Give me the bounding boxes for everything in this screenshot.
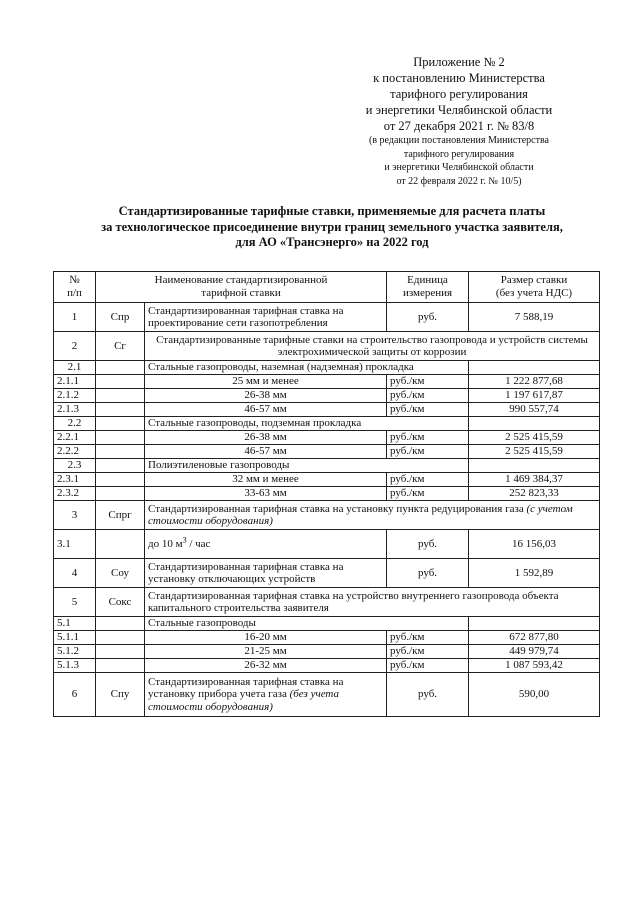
empty-cell: [96, 403, 145, 417]
appendix-header: [330, 54, 588, 188]
row-name: Полиэтиленовые газопроводы: [145, 459, 469, 473]
row-num: 2.1: [54, 361, 96, 375]
row-num: 3.1: [54, 530, 96, 559]
table-row: [54, 431, 600, 445]
row-num: 2.2: [54, 417, 96, 431]
row-name: Стальные газопроводы, наземная (надземная) прокладка: [145, 361, 469, 375]
row-value: 252 823,33: [469, 487, 600, 501]
table-row: [54, 617, 600, 631]
row-name: Стандартизированная тарифная ставка на установку отключающих устройств: [145, 559, 387, 588]
empty-cell: [96, 459, 145, 473]
table-row: [54, 588, 600, 617]
row-name: 26-32 мм: [145, 659, 387, 673]
row-name: до 10 м: [148, 537, 183, 550]
empty-cell: [469, 417, 600, 431]
row-name: Стандартизированная тарифная ставка на установку прибора учета газа: [148, 675, 344, 701]
header-num: [54, 272, 96, 303]
row-name: 26-38 мм: [145, 389, 387, 403]
header-unit: [387, 272, 469, 303]
row-num: 1: [54, 303, 96, 332]
row-value: 1 222 877,68: [469, 375, 600, 389]
row-num: 2.3: [54, 459, 96, 473]
row-code: Спу: [96, 673, 145, 717]
row-name-cell: [145, 501, 600, 530]
row-name: 16-20 мм: [145, 631, 387, 645]
empty-cell: [96, 445, 145, 459]
row-num: 2.3.1: [54, 473, 96, 487]
table-row: [54, 501, 600, 530]
row-name: Стандартизированная тарифная ставка на устройство внутреннего газопровода объекта капитального строительства заявителя: [145, 588, 600, 617]
row-name-sup: 3: [182, 535, 187, 545]
row-name: Стальные газопроводы, подземная прокладка: [145, 417, 469, 431]
row-num: 5.1: [54, 617, 96, 631]
row-unit: руб./км: [387, 631, 469, 645]
row-num: 5: [54, 588, 96, 617]
row-name: 46-57 мм: [145, 445, 387, 459]
empty-cell: [96, 617, 145, 631]
table-row: [54, 487, 600, 501]
row-name-cell: [145, 673, 387, 717]
row-name-italic: (без учета стоимости оборудования): [148, 688, 340, 713]
row-name: Стандартизированные тарифные ставки на строительство газопровода и устройств системы электрохимической защиты от коррозии: [145, 332, 600, 361]
table-row: [54, 459, 600, 473]
appendix-line: от 27 декабря 2021 г. № 83/8: [383, 119, 535, 133]
empty-cell: [96, 659, 145, 673]
table-row: [54, 403, 600, 417]
row-value: 1 087 593,42: [469, 659, 600, 673]
header-unit-text: Единица измерения: [402, 273, 453, 299]
appendix-line: и энергетики Челябинской области: [365, 103, 553, 117]
row-name: 21-25 мм: [145, 645, 387, 659]
row-value: 7 588,19: [469, 303, 600, 332]
table-row: [54, 417, 600, 431]
table-row: [54, 473, 600, 487]
row-name-cell: [145, 530, 387, 559]
table-row: [54, 659, 600, 673]
table-row: [54, 530, 600, 559]
row-value: 1 197 617,87: [469, 389, 600, 403]
empty-cell: [96, 375, 145, 389]
row-value: 2 525 415,59: [469, 445, 600, 459]
empty-cell: [469, 617, 600, 631]
row-num: 2.2.2: [54, 445, 96, 459]
row-value: 672 877,80: [469, 631, 600, 645]
row-unit: руб.: [387, 673, 469, 717]
table-row: [54, 673, 600, 717]
row-name: 33-63 мм: [145, 487, 387, 501]
row-value: 990 557,74: [469, 403, 600, 417]
row-unit: руб./км: [387, 445, 469, 459]
row-unit: руб./км: [387, 389, 469, 403]
header-name: [96, 272, 387, 303]
empty-cell: [96, 389, 145, 403]
row-unit: руб.: [387, 530, 469, 559]
row-name-italic: (с учетом стоимости оборудования): [148, 502, 573, 527]
row-name: 32 мм и менее: [145, 473, 387, 487]
row-unit: руб./км: [387, 487, 469, 501]
empty-cell: [96, 530, 145, 559]
row-unit: руб./км: [387, 403, 469, 417]
row-unit: руб./км: [387, 645, 469, 659]
document-title: [62, 204, 602, 251]
row-num: 2.1.3: [54, 403, 96, 417]
empty-cell: [96, 631, 145, 645]
empty-cell: [96, 645, 145, 659]
revision-line: (в редакции постановления Министерства: [369, 135, 549, 146]
row-value: 2 525 415,59: [469, 431, 600, 445]
table-row: [54, 375, 600, 389]
row-value: 590,00: [469, 673, 600, 717]
row-unit: руб.: [387, 303, 469, 332]
row-name: 46-57 мм: [145, 403, 387, 417]
row-num: 6: [54, 673, 96, 717]
empty-cell: [96, 473, 145, 487]
row-unit: руб./км: [387, 659, 469, 673]
empty-cell: [469, 361, 600, 375]
row-value: 16 156,03: [469, 530, 600, 559]
title-line: Стандартизированные тарифные ставки, применяемые для расчета платы: [118, 204, 546, 218]
rates-table: [53, 271, 600, 717]
row-code: Сг: [96, 332, 145, 361]
row-code: Спр: [96, 303, 145, 332]
table-row: [54, 303, 600, 332]
appendix-line: тарифного регулирования: [390, 87, 528, 101]
empty-cell: [96, 431, 145, 445]
title-line: за технологическое присоединение внутри границ земельного участка заявителя,: [101, 219, 563, 234]
revision-line: тарифного регулирования: [403, 148, 515, 160]
row-name: 26-38 мм: [145, 431, 387, 445]
row-num: 2.3.2: [54, 487, 96, 501]
table-header-row: [54, 272, 600, 303]
table-row: [54, 361, 600, 375]
row-num: 5.1.3: [54, 659, 96, 673]
revision-line: от 22 февраля 2022 г. № 10/5): [396, 175, 522, 187]
row-name-tail: / час: [186, 537, 211, 550]
row-code: Сокс: [96, 588, 145, 617]
table-row: [54, 389, 600, 403]
header-rate-text: Размер ставки (без учета НДС): [495, 273, 573, 299]
row-unit: руб./км: [387, 375, 469, 389]
row-unit: руб./км: [387, 431, 469, 445]
row-unit: руб./км: [387, 473, 469, 487]
appendix-line: Приложение № 2: [413, 55, 505, 69]
appendix-line: к постановлению Министерства: [373, 71, 545, 85]
row-name: 25 мм и менее: [145, 375, 387, 389]
row-name: Стандартизированная тарифная ставка на установку пункта редуцирования газа: [148, 502, 524, 515]
row-name: Стальные газопроводы: [145, 617, 469, 631]
row-value: 449 979,74: [469, 645, 600, 659]
row-num: 3: [54, 501, 96, 530]
row-num: 5.1.2: [54, 645, 96, 659]
empty-cell: [96, 361, 145, 375]
row-num: 2: [54, 332, 96, 361]
row-unit: руб.: [387, 559, 469, 588]
header-rate: [469, 272, 600, 303]
row-value: 1 592,89: [469, 559, 600, 588]
header-num-text: № п/п: [67, 273, 82, 299]
empty-cell: [96, 487, 145, 501]
header-name-text: Наименование стандартизированной тарифной ставки: [154, 273, 328, 299]
title-line: для АО «Трансэнерго» на 2022 год: [235, 235, 429, 249]
table-row: [54, 332, 600, 361]
table-row: [54, 645, 600, 659]
row-num: 2.2.1: [54, 431, 96, 445]
row-code: Соу: [96, 559, 145, 588]
row-num: 5.1.1: [54, 631, 96, 645]
row-num: 2.1.2: [54, 389, 96, 403]
row-value: 1 469 384,37: [469, 473, 600, 487]
empty-cell: [469, 459, 600, 473]
row-num: 4: [54, 559, 96, 588]
row-code: Спрг: [96, 501, 145, 530]
empty-cell: [96, 417, 145, 431]
row-num: 2.1.1: [54, 375, 96, 389]
revision-line: и энергетики Челябинской области: [384, 162, 534, 173]
table-row: [54, 445, 600, 459]
table-row: [54, 631, 600, 645]
row-name: Стандартизированная тарифная ставка на проектирование сети газопотребления: [145, 303, 387, 332]
table-row: [54, 559, 600, 588]
